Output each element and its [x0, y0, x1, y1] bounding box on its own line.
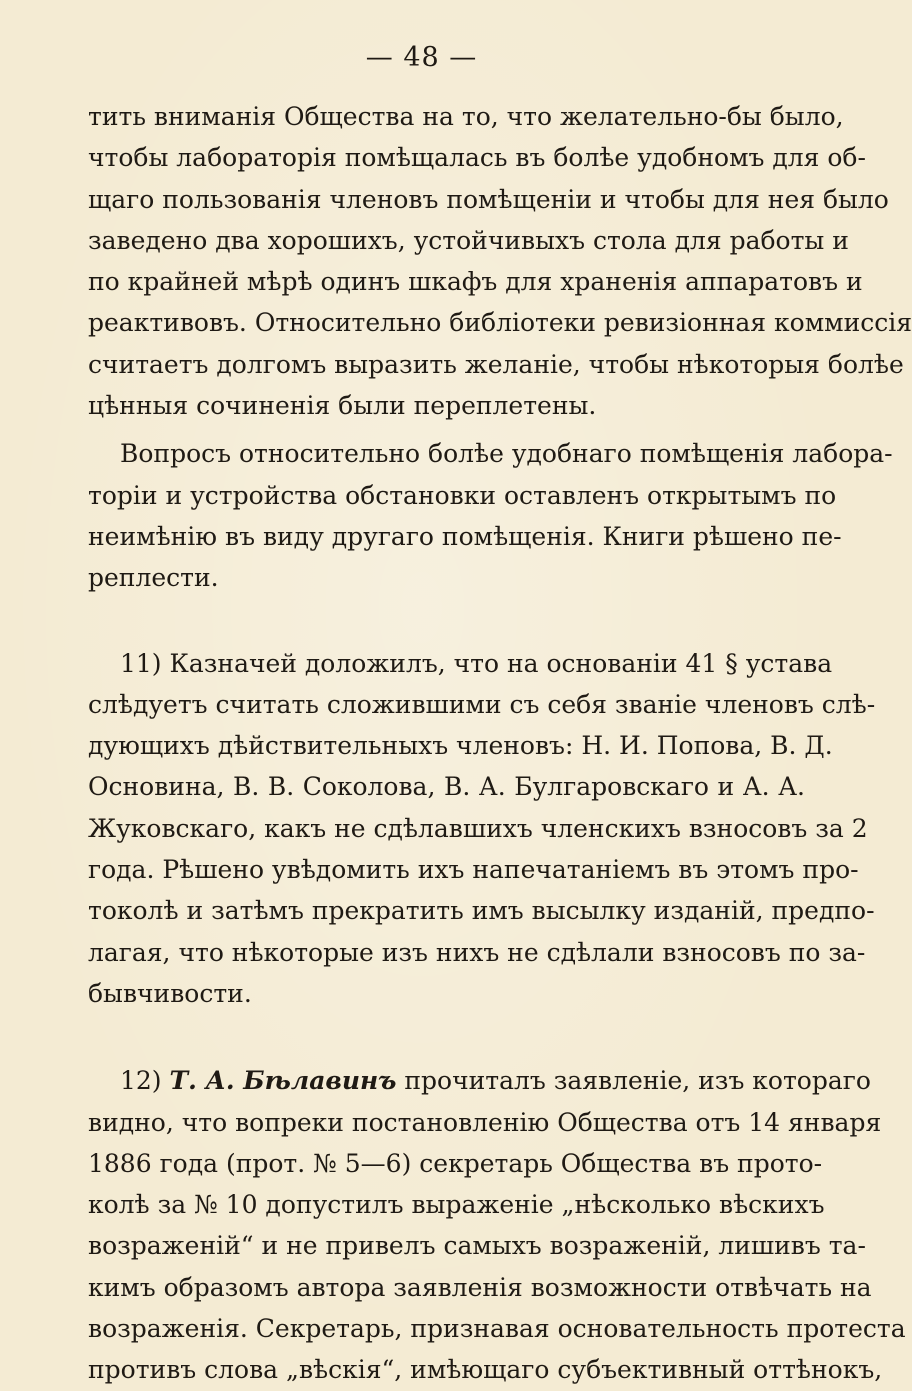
text-line: реактивовъ. Относительно библіотеки ревизіонная коммиссія	[88, 308, 912, 338]
text-line: токолѣ и затѣмъ прекратить имъ высылку изданій, предпо-	[88, 896, 875, 926]
text-line: неимѣнію въ виду другаго помѣщенія. Книги рѣшено пе-	[88, 521, 842, 551]
text-line: лагая, что нѣкоторые изъ нихъ не сдѣлали взносовъ по за-	[88, 937, 866, 967]
text-line: реплести.	[88, 563, 219, 593]
paragraph-revision-report	[0, 96, 912, 426]
text-line: 1886 года (прот. № 5—6) секретарь Общества въ прото-	[88, 1148, 823, 1178]
text-line: возраженій“ и не привелъ самыхъ возраженій, лишивъ та-	[88, 1231, 866, 1261]
text-fragment: прочиталъ заявленіе, изъ котораго	[396, 1066, 871, 1096]
text-line: дующихъ дѣйствительныхъ членовъ: Н. И. Попова, В. Д.	[88, 731, 833, 761]
text-line: цѣнныя сочиненія были переплетены.	[88, 391, 597, 421]
page-number: — 48 —	[365, 42, 478, 73]
paragraph-belavin-statement	[0, 1060, 906, 1390]
text-line: тить вниманія Общества на то, что желательно-бы было,	[88, 102, 844, 131]
text-line: слѣдуетъ считать сложившими съ себя званіе членовъ слѣ-	[88, 689, 876, 719]
text-line: чтобы лабораторія помѣщалась въ болѣе удобномъ для об-	[88, 143, 866, 173]
text-line: года. Рѣшено увѣдомить ихъ напечатаніемъ въ этомъ про-	[88, 855, 859, 885]
item-number: 12)	[120, 1066, 170, 1096]
text-line: колѣ за № 10 допустилъ выраженіе „нѣсколько вѣскихъ	[88, 1190, 825, 1220]
text-line: видно, что вопреки постановленію Общества отъ 14 января	[88, 1107, 882, 1137]
text-line: Жуковскаго, какъ не сдѣлавшихъ членскихъ взносовъ за 2	[88, 813, 868, 843]
text-line: 11) Казначей доложилъ, что на основаніи 41 § устава	[120, 648, 833, 678]
paragraph-laboratory-decision	[0, 433, 893, 598]
text-line: по крайней мѣрѣ одинъ шкафъ для храненія аппаратовъ и	[88, 267, 863, 297]
text-line: считаетъ долгомъ выразить желаніе, чтобы нѣкоторыя болѣе	[88, 349, 904, 379]
text-line: Основина, В. В. Соколова, В. А. Булгаровскаго и А. А.	[88, 772, 805, 802]
text-line: возраженія. Секретарь, признавая основательность протеста	[88, 1314, 906, 1344]
paragraph-treasurer-report	[0, 643, 876, 1015]
text-line: Вопросъ относительно болѣе удобнаго помѣщенія лабора-	[120, 439, 893, 469]
text-line: бывчивости.	[88, 978, 252, 1008]
text-line: заведено два хорошихъ, устойчивыхъ стола для работы и	[88, 225, 849, 255]
text-line: торіи и устройства обстановки оставленъ открытымъ по	[88, 480, 837, 510]
text-line: кимъ образомъ автора заявленія возможности отвѣчать на	[88, 1272, 872, 1302]
text-line	[0, 1060, 871, 1101]
text-line: противъ слова „вѣскія“, имѣющаго субъективный оттѣнокъ,	[88, 1355, 883, 1385]
text-line: щаго пользованія членовъ помѣщеніи и чтобы для нея было	[88, 184, 889, 214]
person-name: Т. А. Бѣлавинъ	[169, 1066, 397, 1096]
